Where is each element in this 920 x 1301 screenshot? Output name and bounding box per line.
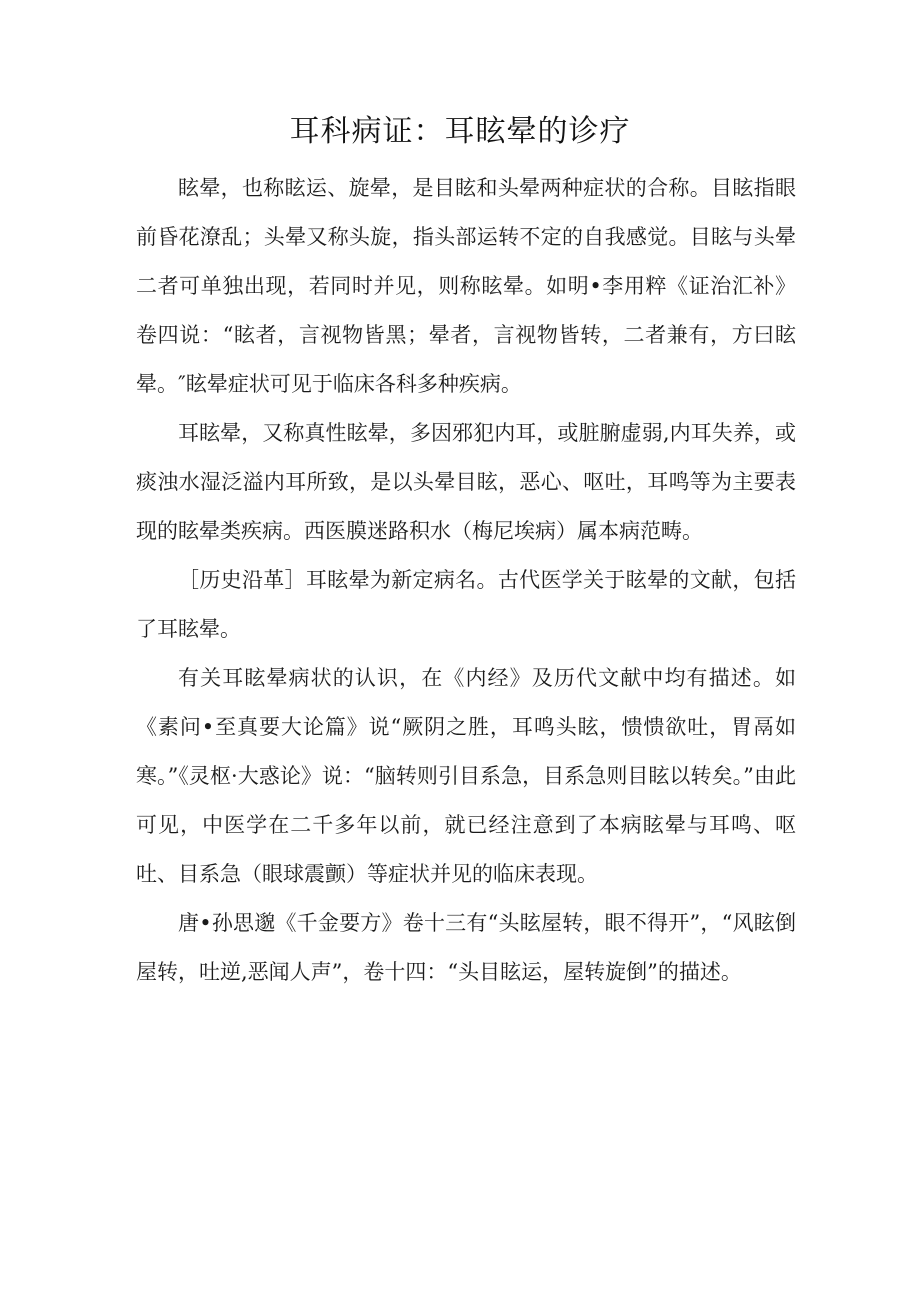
paragraph-history: ［历史沿革］耳眩晕为新定病名。古代医学关于眩晕的文献，包括了耳眩晕。 bbox=[136, 568, 796, 641]
paragraph-classics: 有关耳眩晕病状的认识，在《内经》及历代文献中均有描述。如《素问•至真要大论篇》说“厥阴之胜，耳鸣头眩，愦愦欲吐，胃鬲如寒。”《灵枢·大惑论》说：“脑转则引目系急，目系急则目眩以转矣。”由此可见，中医学在二千多年以前，就已经注意到了本病眩晕与耳鸣、呕吐、目系急（眼球震颤）等症状并见的临床表现。 bbox=[136, 666, 796, 886]
paragraph-qianjin: 唐•孙思邈《千金要方》卷十三有“头眩屋转，眼不得开”，“风眩倒屋转，吐逆,恶闻人声”，卷十四：“头目眩运，屋转旋倒”的描述。 bbox=[136, 911, 796, 984]
document-body bbox=[136, 164, 796, 997]
paragraph-ear-vertigo: 耳眩晕，又称真性眩晕，多因邪犯内耳，或脏腑虚弱,内耳失养，或痰浊水湿泛溢内耳所致，是以头晕目眩，恶心、呕吐，耳鸣等为主要表现的眩晕类疾病。西医膜迷路积水（梅尼埃病）属本病范畴。 bbox=[136, 421, 796, 543]
page-title: 耳科病证：耳眩晕的诊疗 bbox=[289, 114, 631, 149]
paragraph-definition: 眩晕，也称眩运、旋晕，是目眩和头晕两种症状的合称。目眩指眼前昏花潦乱；头晕又称头旋，指头部运转不定的自我感觉。目眩与头晕二者可单独出现，若同时并见，则称眩晕。如明•李用粹《证治汇补》卷四说：“眩者，言视物皆黑；晕者，言视物皆转，二者兼有，方曰眩晕。″眩晕症状可见于临床各科多种疾病。 bbox=[136, 176, 796, 396]
